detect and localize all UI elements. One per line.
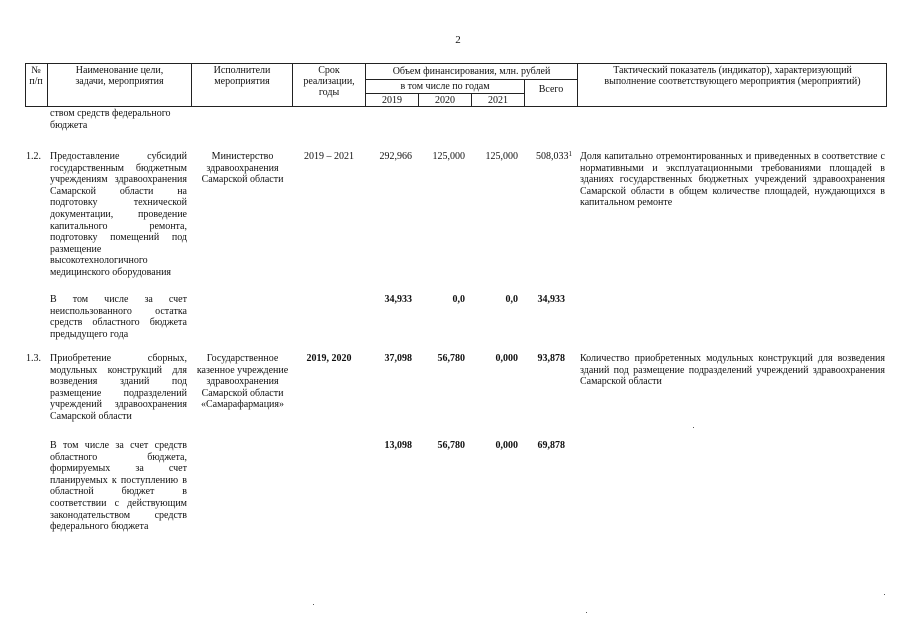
- scan-speck: [693, 427, 694, 428]
- row-value-2021: 0,000: [495, 353, 518, 364]
- row-number: 1.2.: [26, 151, 41, 162]
- row-name: В том числе за счет неиспользованного остатка средств областного бюджета предыдущего года: [50, 294, 187, 340]
- row-value-2021: 0,000: [495, 440, 518, 451]
- footnote-mark: 1: [568, 150, 572, 158]
- scan-speck: [586, 612, 587, 613]
- row-value-total: 69,878: [537, 440, 565, 451]
- row-value-2020: 125,000: [432, 151, 465, 162]
- row-term: 2019 – 2021: [304, 151, 354, 162]
- row-indicator: Доля капитально отремонтированных и приведенных в соответствие с нормативными и эксплуатационными требованиями площадей в зданиях государственных бюджетных учреждений здравоохранения Самарской области в общем количестве площадей, нуждающихся в капитальном ремонте: [580, 151, 885, 209]
- row-term: 2019, 2020: [306, 353, 352, 364]
- header-name: Наименование цели, задачи, мероприятия: [75, 65, 164, 87]
- row-name: Предоставление субсидий государственным бюджетным учреждениям здравоохранения Самарской области на подготовку технической документации, проведение капитального ремонта, подготовку помещений под размещение высокотехнологичного медицинского оборудования: [50, 151, 187, 278]
- row-executor: Министерство здравоохранения Самарской области: [201, 151, 284, 186]
- row-indicator: Количество приобретенных модульных конструкций для возведения зданий под размещение подразделений учреждений здравоохранения Самарской области: [580, 353, 885, 388]
- page-number: 2: [455, 34, 461, 46]
- header-indicator: Тактический показатель (индикатор), характеризующий выполнение соответствующего мероприятия (мероприятий): [604, 65, 861, 87]
- row-executor: Государственное казенное учреждение здравоохранения Самарской области «Самарафармация»: [196, 353, 289, 411]
- row-number: 1.3.: [26, 353, 41, 364]
- row-name: В том числе за счет средств областного бюджета, формируемых за счет планируемых к поступлению в областной бюджет в соответствии с действующим законодательством средств федерального бюджета: [50, 440, 187, 533]
- header-year-2021: 2021: [488, 95, 508, 106]
- header-total: Всего: [538, 84, 564, 95]
- header-num: № п/п: [29, 65, 43, 87]
- header-executors: Исполнители мероприятия: [213, 65, 271, 87]
- continuation-text: ством средств федерального бюджета: [50, 108, 171, 131]
- header-term: Срок реализации, годы: [303, 65, 355, 98]
- row-value-2019: 13,098: [384, 440, 412, 451]
- header-by-years: в том числе по годам: [400, 81, 490, 92]
- row-value-2021: 0,0: [505, 294, 518, 305]
- header-year-2019: 2019: [382, 95, 402, 106]
- row-value-2020: 56,780: [437, 353, 465, 364]
- row-value-2019: 34,933: [384, 294, 412, 305]
- row-value-2019: 37,098: [384, 353, 412, 364]
- row-value-total: [520, 151, 572, 163]
- scan-speck: [884, 594, 885, 595]
- row-value-2019: 292,966: [379, 151, 412, 162]
- row-value-total: 93,878: [537, 353, 565, 364]
- header-year-2020: 2020: [435, 95, 455, 106]
- row-value-total: 34,933: [537, 294, 565, 305]
- row-value-2021: 125,000: [485, 151, 518, 162]
- scan-speck: [313, 604, 314, 605]
- row-value-2020: 0,0: [452, 294, 465, 305]
- row-total-value: 508,033: [536, 151, 569, 162]
- row-name: Приобретение сборных, модульных конструкций для возведения зданий под размещение подразделений учреждений здравоохранения Самарской области: [50, 353, 187, 422]
- header-funding: Объем финансирования, млн. рублей: [392, 66, 551, 77]
- row-value-2020: 56,780: [437, 440, 465, 451]
